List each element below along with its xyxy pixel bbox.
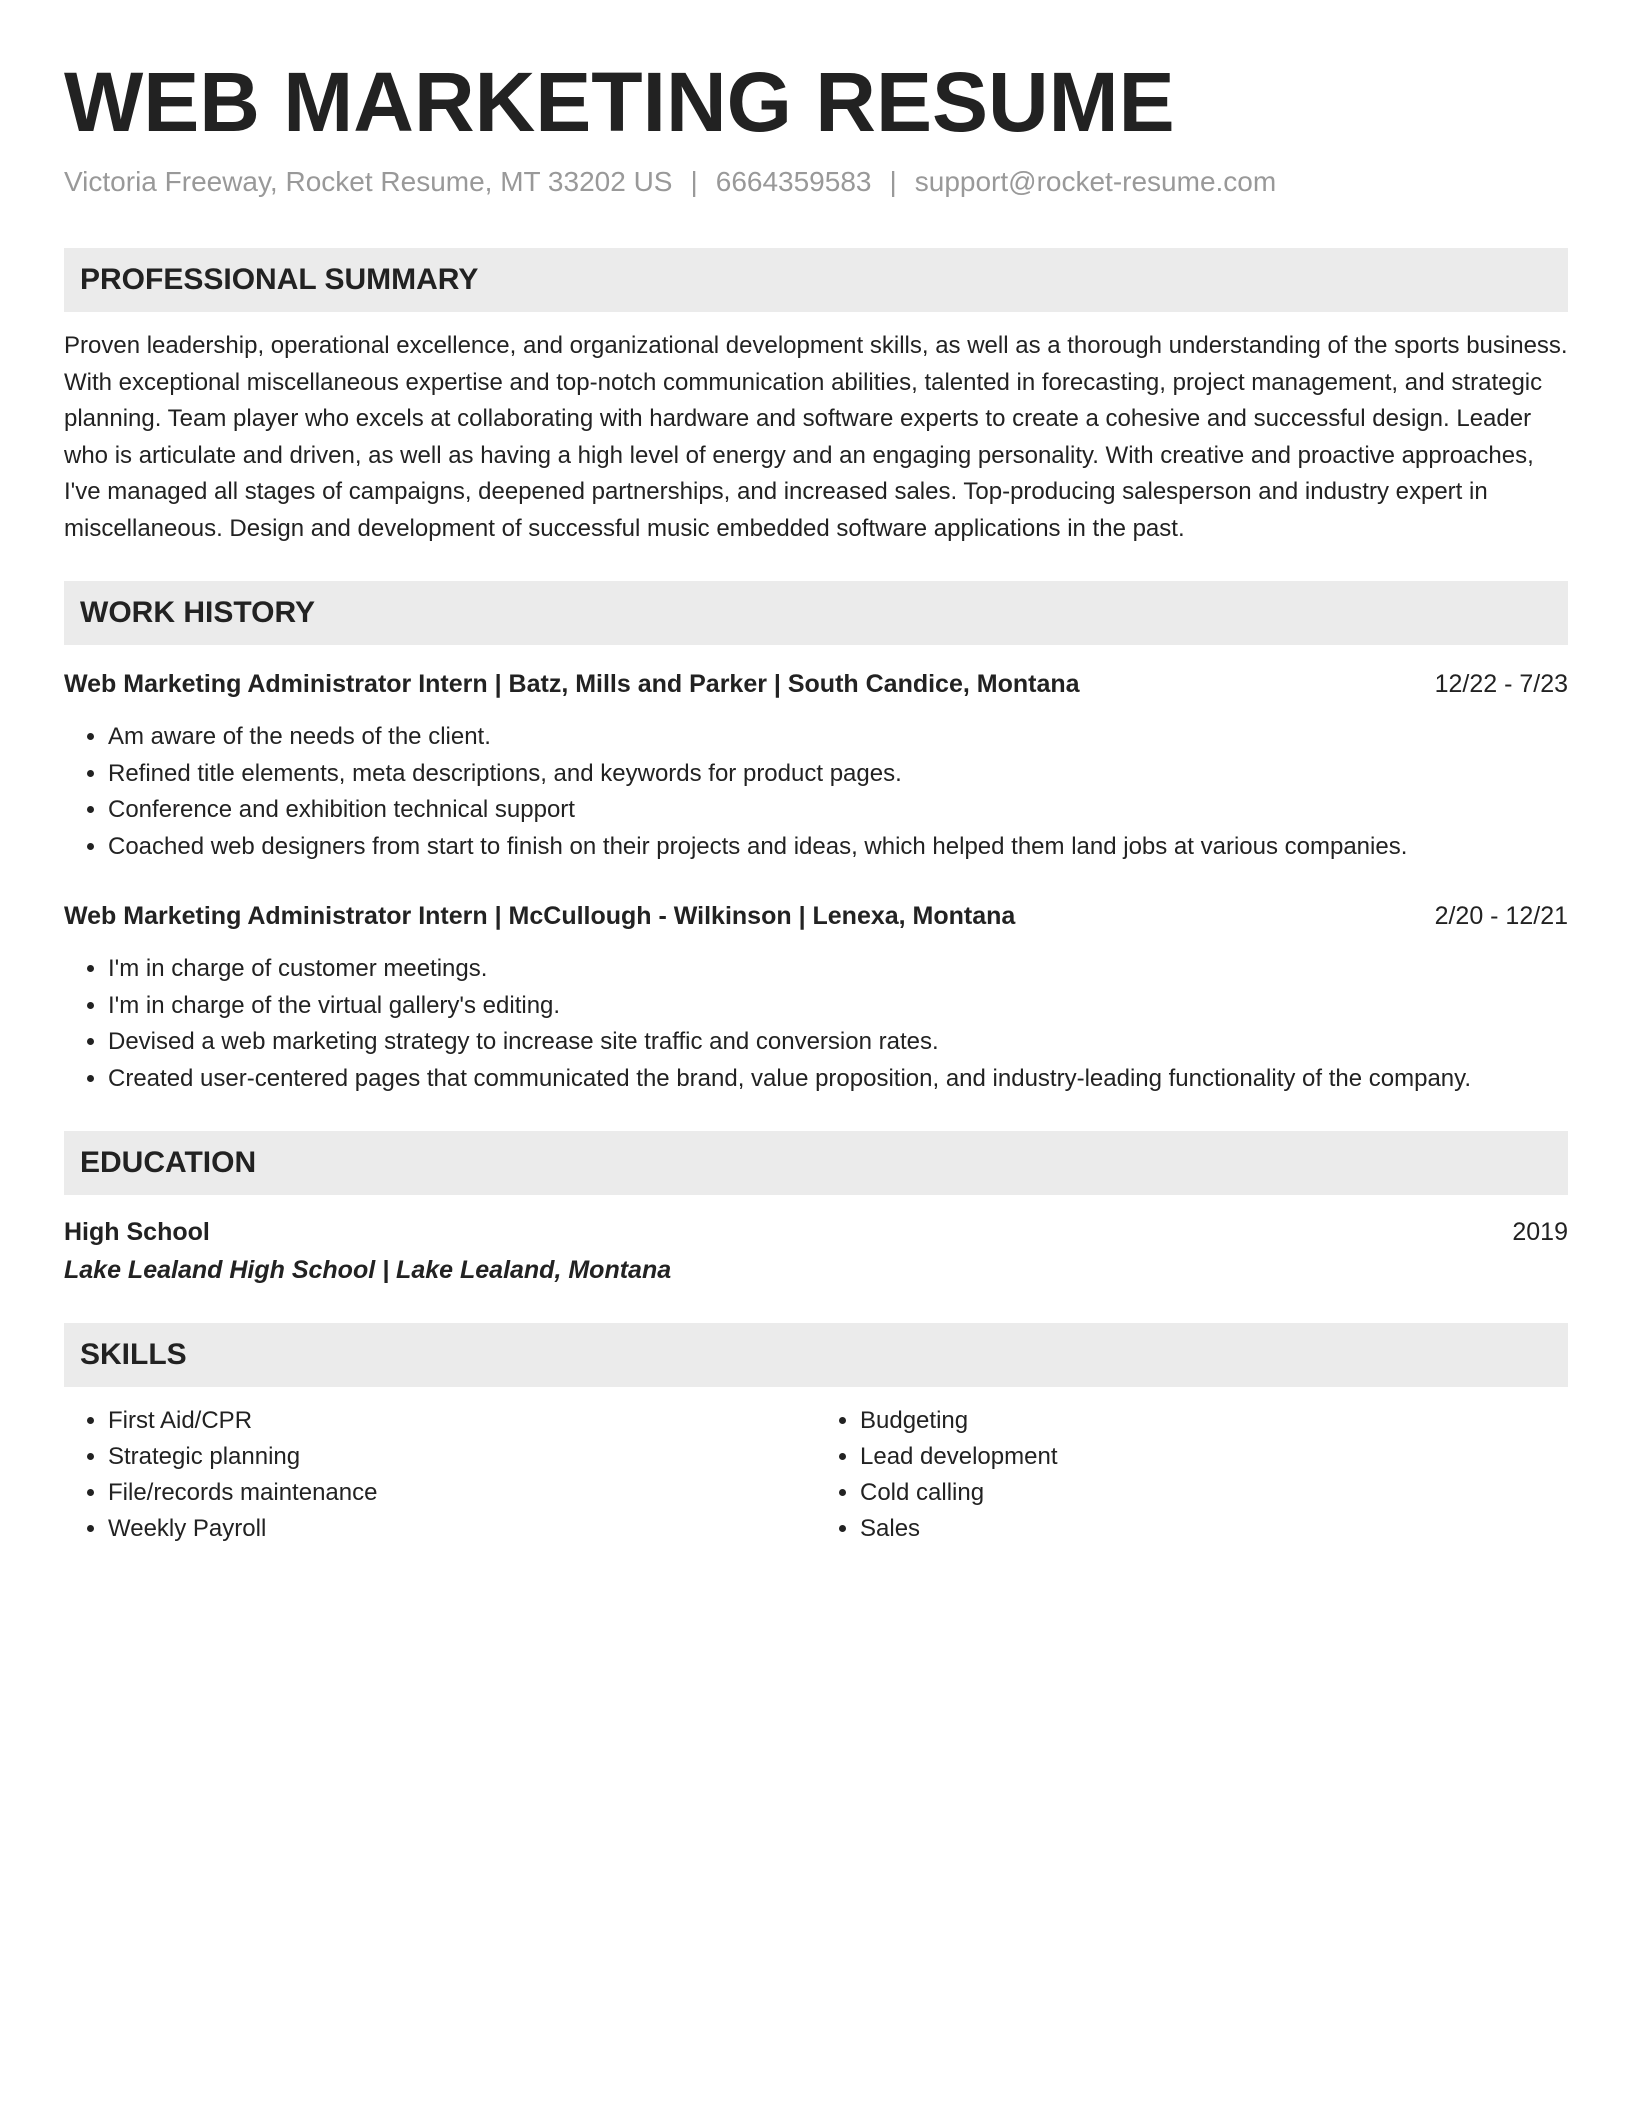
education-degree: High School	[64, 1218, 210, 1247]
section-header-work-history: WORK HISTORY	[64, 581, 1568, 645]
job-bullets	[64, 719, 1568, 865]
resume-title: WEB MARKETING RESUME	[64, 55, 1175, 149]
job-entry	[64, 899, 1568, 1097]
job-bullet: • Am aware of the needs of the client.	[108, 719, 1568, 756]
job-bullet: • I'm in charge of the virtual gallery's editing.	[108, 988, 1568, 1025]
job-bullet: • Coached web designers from start to finish on their projects and ideas, which helped them land jobs at various companies.	[108, 829, 1568, 866]
job-dates: 2/20 - 12/21	[1434, 902, 1568, 931]
skill-item: • First Aid/CPR	[108, 1403, 816, 1439]
job-bullet: • I'm in charge of customer meetings.	[108, 951, 1568, 988]
skill-item: • Sales	[860, 1511, 1568, 1547]
job-dates: 12/22 - 7/23	[1434, 670, 1568, 699]
contact-email: support@rocket-resume.com	[914, 166, 1277, 198]
job-title: Web Marketing Administrator Intern | Batz, Mills and Parker | South Candice, Montana	[64, 670, 1080, 699]
education-entry	[64, 1213, 1568, 1289]
job-bullet: • Conference and exhibition technical support	[108, 792, 1568, 829]
job-header	[64, 899, 1568, 933]
education-row	[64, 1213, 1568, 1251]
contact-separator: |	[889, 166, 897, 198]
contact-separator: |	[690, 166, 698, 198]
job-title: Web Marketing Administrator Intern | McCullough - Wilkinson | Lenexa, Montana	[64, 902, 1016, 931]
job-header	[64, 667, 1568, 701]
skills-list	[64, 1403, 1568, 1547]
job-bullet: • Devised a web marketing strategy to increase site traffic and conversion rates.	[108, 1024, 1568, 1061]
skill-item: • Budgeting	[860, 1403, 1568, 1439]
job-entry	[64, 667, 1568, 865]
skill-item: • Strategic planning	[108, 1439, 816, 1475]
skill-item: • Weekly Payroll	[108, 1511, 816, 1547]
skill-item: • Cold calling	[860, 1475, 1568, 1511]
job-bullet: • Refined title elements, meta descriptions, and keywords for product pages.	[108, 756, 1568, 793]
education-school: Lake Lealand High School | Lake Lealand, Montana	[64, 1256, 672, 1285]
skills-column-right	[816, 1403, 1568, 1547]
contact-line	[64, 166, 1568, 198]
section-header-summary: PROFESSIONAL SUMMARY	[64, 248, 1568, 312]
skills-column-left	[64, 1403, 816, 1547]
education-year: 2019	[1512, 1218, 1568, 1247]
section-header-skills: SKILLS	[64, 1323, 1568, 1387]
contact-address: Victoria Freeway, Rocket Resume, MT 33202 US	[64, 166, 673, 198]
contact-phone: 6664359583	[715, 166, 872, 198]
skill-item: • File/records maintenance	[108, 1475, 816, 1511]
summary-text: Proven leadership, operational excellence, and organizational development skills, as well as a thorough understanding of the sports business. With exceptional miscellaneous expertise and top-notch communication abilities, talented in forecasting, project management, and strategic planning. Team player who excels at collaborating with hardware and software experts to create a cohesive and successful design. Leader who is articulate and driven, as well as having a high level of energy and an engaging personality. With creative and proactive approaches, I've managed all stages of campaigns, deepened partnerships, and increased sales. Top-producing salesperson and industry expert in miscellaneous. Design and development of successful music embedded software applications in the past.	[64, 332, 1568, 542]
job-bullet: • Created user-centered pages that communicated the brand, value proposition, and industry-leading functionality of the company.	[108, 1061, 1568, 1098]
job-bullets	[64, 951, 1568, 1097]
skill-item: • Lead development	[860, 1439, 1568, 1475]
section-header-education: EDUCATION	[64, 1131, 1568, 1195]
